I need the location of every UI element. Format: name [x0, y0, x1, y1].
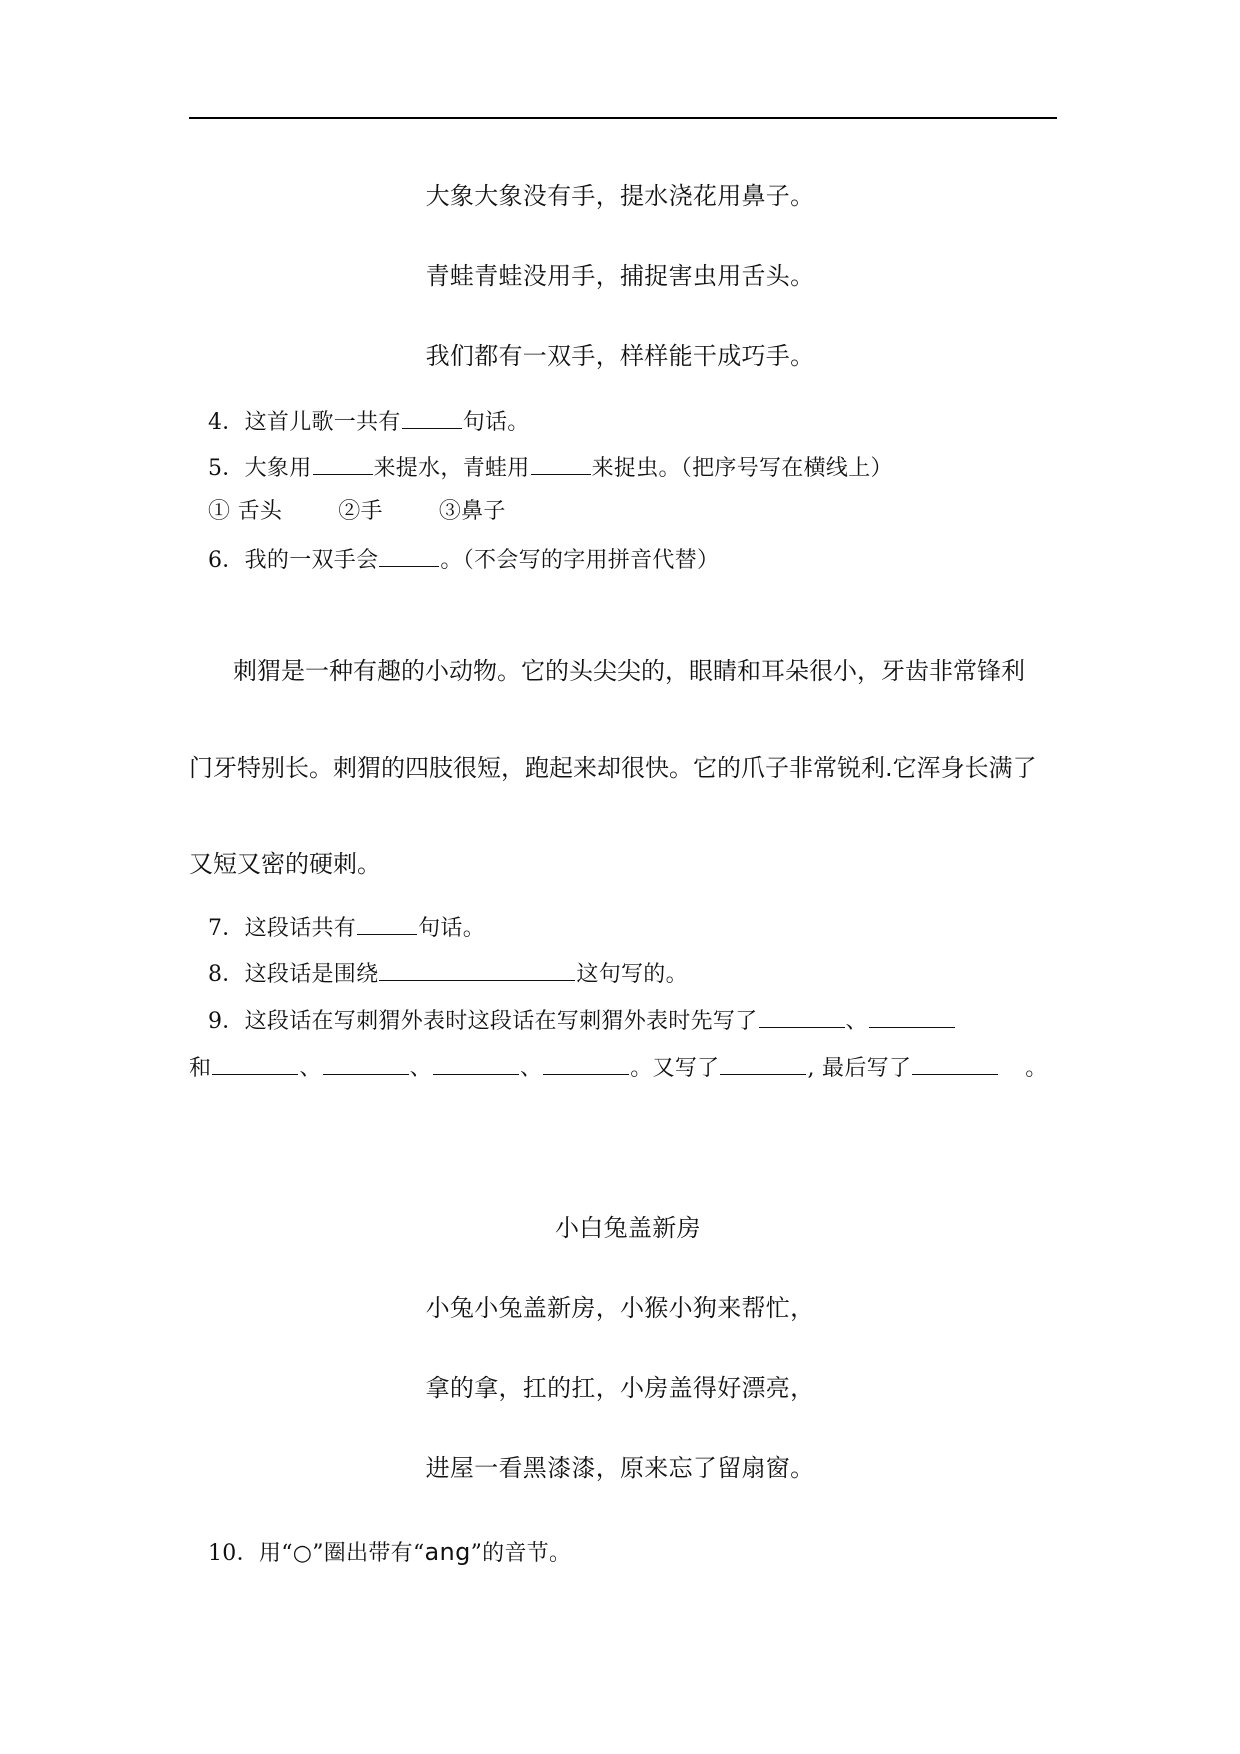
- question-9-separator: 、: [519, 1056, 543, 1081]
- poem1-line-1: 大象大象没有手，提水浇花用鼻子。: [425, 182, 815, 210]
- question-9-text-mid: 。又写了: [630, 1056, 720, 1081]
- question-8-text: 8．这段话是围绕: [208, 962, 379, 987]
- question-5-options: [208, 496, 506, 528]
- question-9-text: 9．这段话在写刺猬外表时这段话在写刺猬外表时先写了: [208, 1009, 758, 1034]
- question-9-blank-6[interactable]: [543, 1050, 629, 1075]
- poem2-line-2: 拿的拿，扛的扛，小房盖得好漂亮，: [425, 1374, 815, 1402]
- question-10-suffix: ”的音节。: [470, 1541, 572, 1566]
- question-9-blank-5[interactable]: [433, 1050, 519, 1075]
- question-4-suffix: 句话。: [462, 410, 530, 435]
- header-rule: [189, 117, 1057, 119]
- question-6-suffix: 。（不会写的字用拼音代替）: [440, 548, 720, 573]
- question-9-and: 和: [189, 1056, 212, 1081]
- question-5-text-3: 来捉虫。（把序号写在横线上）: [591, 456, 893, 481]
- question-9-separator: 、: [299, 1056, 322, 1081]
- poem2-title: 小白兔盖新房: [555, 1214, 701, 1242]
- question-9-blank-2[interactable]: [869, 1003, 955, 1028]
- question-9-end: 。: [1025, 1056, 1048, 1081]
- question-9-separator: 、: [845, 1009, 868, 1034]
- passage-line-3: 又短又密的硬刺。: [189, 850, 381, 878]
- question-9-blank-8[interactable]: [912, 1050, 998, 1075]
- question-9-blank-7[interactable]: [720, 1050, 806, 1075]
- question-8-suffix: 这句写的。: [576, 962, 688, 987]
- question-9-text-mid2: , 最后写了: [807, 1056, 912, 1081]
- question-6: [208, 542, 719, 574]
- option-1: ① 舌头: [208, 499, 283, 524]
- question-9-continued: [189, 1050, 1048, 1082]
- poem1-line-2: 青蛙青蛙没用手，捕捉害虫用舌头。: [425, 262, 815, 290]
- option-2: ②手: [338, 499, 383, 524]
- question-5-answer-blank-1[interactable]: [313, 450, 373, 475]
- question-7: [208, 910, 485, 942]
- poem2-line-1: 小兔小兔盖新房，小猴小狗来帮忙，: [425, 1294, 815, 1322]
- question-5-text-1: 5．大象用: [208, 456, 312, 481]
- passage-line-1: 刺猬是一种有趣的小动物。它的头尖尖的，眼睛和耳朵很小，牙齿非常锋利: [233, 657, 1025, 685]
- question-8: [208, 956, 688, 988]
- question-9-blank-3[interactable]: [212, 1050, 298, 1075]
- question-10: [208, 1536, 571, 1568]
- question-10-syllable: ang: [424, 1538, 471, 1566]
- question-5-text-2: 来提水，青蛙用: [373, 456, 530, 481]
- question-9-blank-1[interactable]: [759, 1003, 845, 1028]
- option-3: ③鼻子: [438, 499, 506, 524]
- question-5: [208, 450, 893, 482]
- question-6-text: 6．我的一双手会: [208, 548, 379, 573]
- question-9-separator: 、: [409, 1056, 432, 1081]
- question-7-text: 7．这段话共有: [208, 916, 357, 941]
- question-8-answer-blank[interactable]: [379, 956, 575, 981]
- question-6-answer-blank[interactable]: [379, 542, 439, 567]
- question-4-text: 4．这首儿歌一共有: [208, 410, 401, 435]
- question-9-blank-4[interactable]: [323, 1050, 409, 1075]
- question-10-text: 10．用“○”圈出带有“: [208, 1541, 425, 1566]
- question-7-answer-blank[interactable]: [357, 910, 417, 935]
- question-4: [208, 404, 530, 436]
- poem2-line-3: 进屋一看黑漆漆，原来忘了留扇窗。: [425, 1454, 815, 1482]
- question-9: [208, 1003, 956, 1035]
- question-5-answer-blank-2[interactable]: [531, 450, 591, 475]
- poem1-line-3: 我们都有一双手，样样能干成巧手。: [425, 342, 815, 370]
- passage-line-2: 门牙特别长。刺猬的四肢很短，跑起来却很快。它的爪子非常锐利.它浑身长满了: [189, 754, 1037, 782]
- question-7-suffix: 句话。: [418, 916, 486, 941]
- question-4-answer-blank[interactable]: [402, 404, 462, 429]
